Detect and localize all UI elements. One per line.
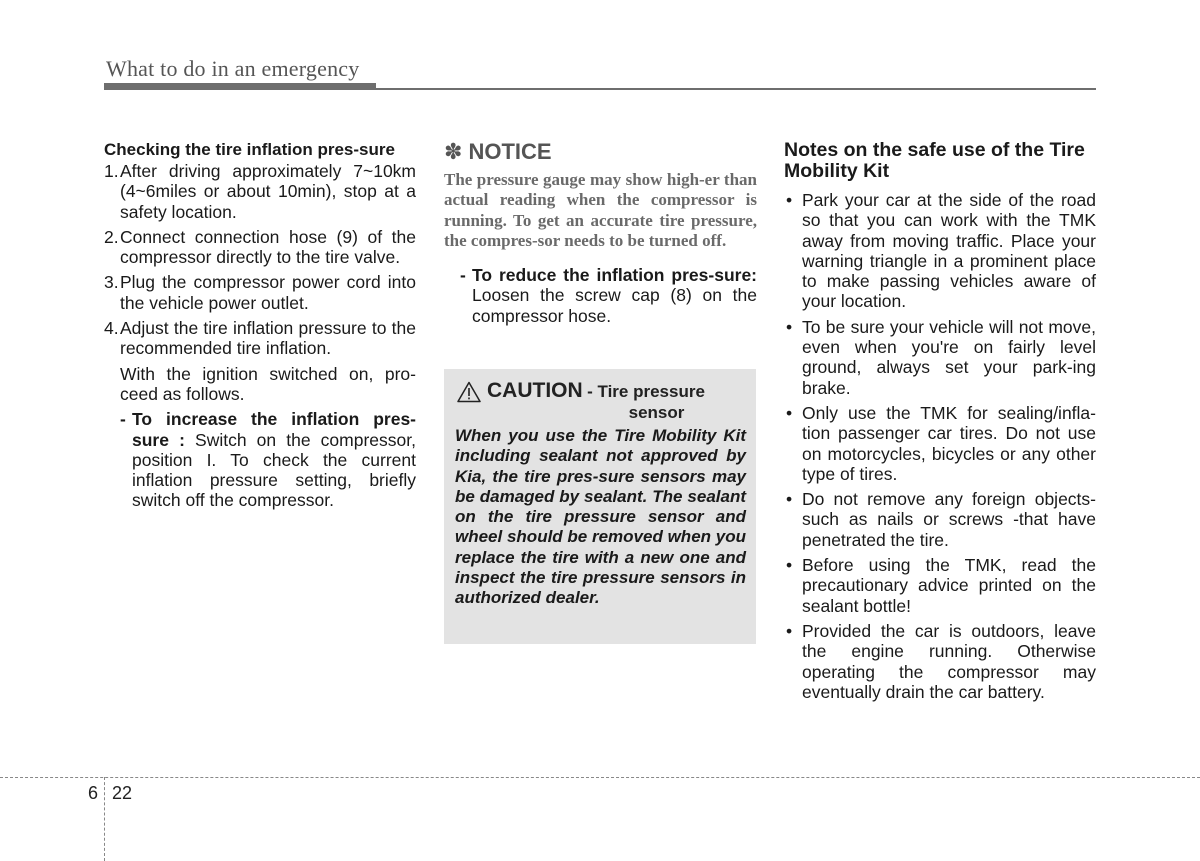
bullet-text: Before using the TMK, read the precautionary advice printed on the sealant bottle!	[802, 555, 1096, 616]
dash-marker: -	[120, 409, 126, 430]
dash-marker: -	[460, 265, 466, 286]
caution-body: When you use the Tire Mobility Kit including sealant not approved by Kia, the tire pres-sure sensors may be damaged by sealant. The sealant on the tire pressure sensor and wheel should be removed when you replace the tire with a new one and inspect the tire pressure sensors in authorized dealer.	[455, 426, 746, 608]
section-header-title: What to do in an emergency	[106, 56, 360, 81]
step-number: 3.	[104, 272, 119, 293]
increase-pressure-detail: Switch on the compressor, position I. To check the current inflation pressure setting, briefly switch off the compressor.	[132, 429, 416, 511]
caution-header	[455, 379, 746, 423]
bullet-text: Do not remove any foreign objects-such as nails or screws -that have penetrated the tire.	[802, 489, 1096, 550]
inflation-check-heading: Checking the tire inflation pres-sure	[104, 140, 395, 159]
step-text: Plug the compressor power cord into the vehicle power outlet.	[120, 272, 416, 313]
bullet-icon: •	[786, 190, 793, 210]
caution-title-block	[487, 379, 746, 423]
bullet-icon: •	[786, 402, 793, 423]
increase-pressure-instruction	[120, 409, 416, 510]
notice-star-icon: ✽	[444, 139, 463, 164]
reduce-pressure-label: To reduce the inflation pres-sure:	[472, 265, 757, 286]
increase-pressure-label: To increase the inflation pres-sure :	[132, 409, 416, 450]
list-item	[784, 403, 1096, 484]
step-number: 2.	[104, 226, 119, 247]
bullet-icon: •	[786, 489, 793, 510]
caution-subtitle-line1: - Tire pressure	[587, 382, 705, 401]
bullet-icon: •	[786, 555, 793, 576]
step-number: 1.	[104, 161, 119, 181]
list-item	[104, 227, 416, 268]
column-inflation-check	[104, 140, 416, 511]
bullet-icon: •	[786, 316, 793, 337]
column-notice	[444, 140, 757, 326]
chapter-number: 6	[88, 783, 99, 803]
list-item	[104, 318, 416, 359]
bullet-icon: •	[786, 620, 793, 641]
footer-vertical-rule	[104, 777, 105, 861]
step-text: After driving approximately 7~10km (4~6miles or about 10min), stop at a safety location.	[120, 161, 416, 222]
list-item	[784, 621, 1096, 702]
increase-pressure-text	[132, 409, 416, 510]
caution-subtitle-line2: sensor	[628, 403, 685, 422]
step-number: 4.	[104, 318, 119, 339]
reduce-pressure-text	[472, 265, 757, 326]
warning-triangle-icon	[457, 381, 481, 403]
list-item	[104, 272, 416, 313]
safe-use-heading: Notes on the safe use of the Tire Mobility Kit	[784, 139, 1085, 182]
reduce-pressure-detail: Loosen the screw cap (8) on the compressor hose.	[472, 285, 757, 326]
reduce-pressure-instruction	[460, 265, 757, 326]
header-rule-thin	[104, 88, 1096, 90]
list-item	[104, 161, 416, 222]
list-item	[784, 489, 1096, 550]
bullet-text: To be sure your vehicle will not move, even when you're on fairly level ground, always set your park-ing brake.	[802, 316, 1096, 398]
safe-use-bullet-list	[784, 190, 1096, 702]
list-item	[784, 190, 1096, 312]
caution-box	[444, 369, 756, 644]
step-text: Connect connection hose (9) of the compressor directly to the tire valve.	[120, 226, 416, 268]
footer-dashed-rule	[0, 777, 1200, 778]
list-item	[784, 317, 1096, 398]
bullet-text: Only use the TMK for sealing/infla-tion passenger car tires. Do not use on motorcycles, bicycles or any other type of tires.	[802, 402, 1096, 484]
caution-word: CAUTION	[487, 379, 583, 402]
bullet-text: Park your car at the side of the road so that you can work with the TMK away from moving traffic. Place your warning triangle in a prominent place to make passing vehicles aware of your location.	[802, 190, 1096, 312]
bullet-text: Provided the car is outdoors, leave the engine running. Otherwise operating the compressor may eventually drain the car battery.	[802, 620, 1096, 702]
page-number: 22	[112, 783, 133, 803]
notice-heading	[444, 140, 757, 164]
notice-title: NOTICE	[468, 139, 552, 164]
notice-body: The pressure gauge may show high-er than actual reading when the compressor is running. To get an accurate tire pressure, the compres-sor needs to be turned off.	[444, 170, 757, 250]
ignition-paragraph: With the ignition switched on, pro-ceed as follows.	[120, 363, 416, 404]
inflation-steps-list	[104, 161, 416, 359]
column-safe-use-notes	[784, 140, 1096, 707]
list-item	[784, 555, 1096, 616]
step-text: Adjust the tire inflation pressure to the recommended tire inflation.	[120, 318, 416, 359]
